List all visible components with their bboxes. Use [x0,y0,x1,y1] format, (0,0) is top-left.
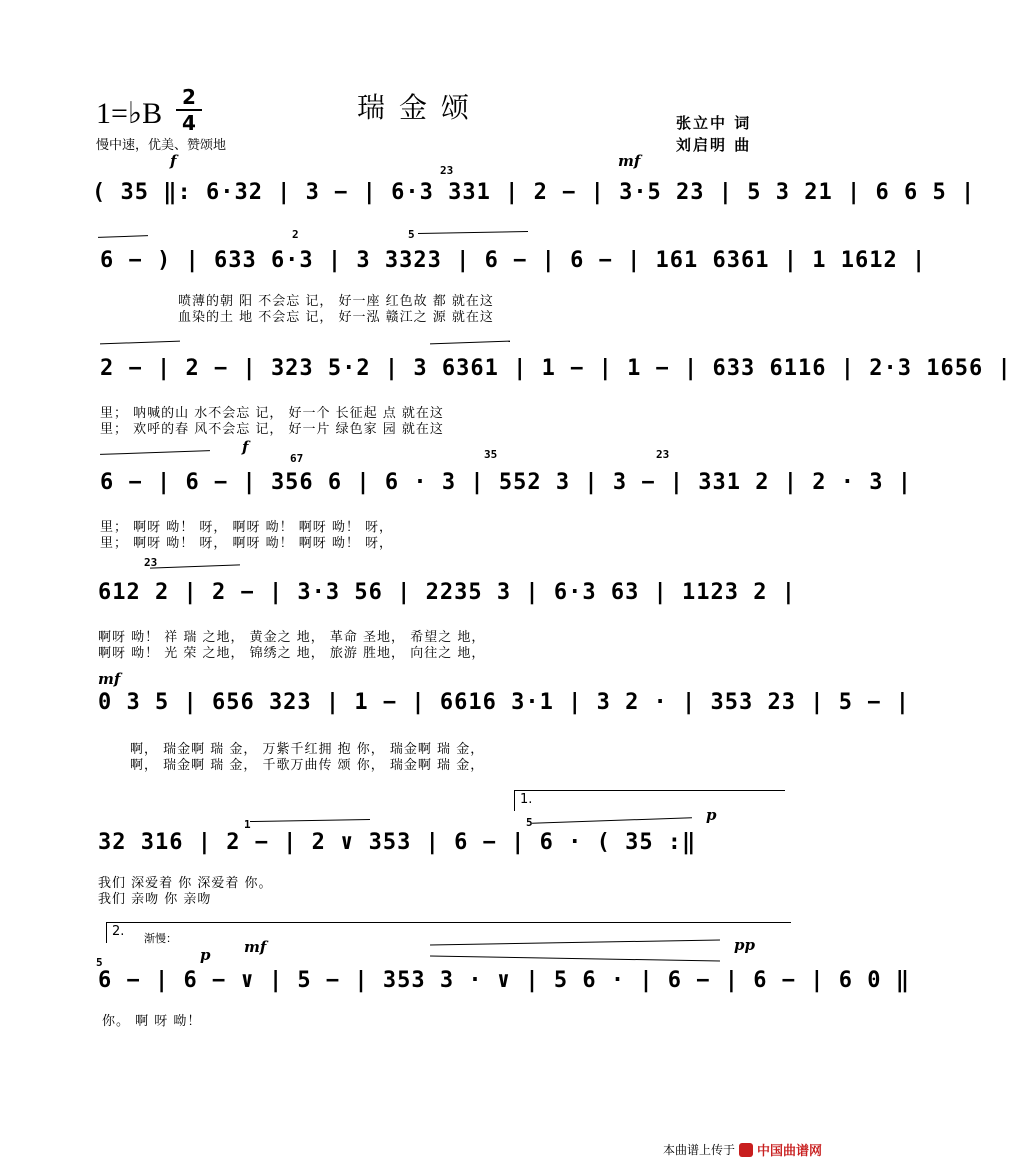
lyrics-line-6-verse-2: 啊， 瑞金啊 瑞 金， 千歌万曲传 颂 你， 瑞金啊 瑞 金， [130,758,485,773]
lyrics-line-2-verse-1: 喷薄的朝 阳 不会忘 记， 好一座 红色故 都 就在这 [178,294,494,309]
grace-note: 23 [656,448,670,461]
lyrics-line-3-verse-1: 里； 呐喊的山 水不会忘 记， 好一个 长征起 点 就在这 [100,406,444,421]
grace-note: 2 [292,228,299,241]
grace-note: 5 [96,956,103,969]
grace-note: 5 [408,228,415,241]
grace-note: 35 [484,448,498,461]
dynamic-p: p [200,946,211,964]
dynamic-p: p [706,806,717,824]
footer [663,1140,822,1159]
composer-credit: 刘启明 曲 [676,136,752,154]
lyrics-line-4-verse-1: 里； 啊呀 呦！ 呀， 啊呀 呦！ 啊呀 呦！ 呀， [100,520,394,535]
grace-note: 23 [144,556,158,569]
time-signature [176,86,202,134]
lyrics-line-6-verse-1: 啊， 瑞金啊 瑞 金， 万紫千红拥 抱 你， 瑞金啊 瑞 金， [130,742,485,757]
dynamic-f: f [242,438,249,456]
dynamic-pp: pp [734,936,755,954]
lyrics-line-2-verse-2: 血染的土 地 不会忘 记， 好一泓 赣江之 源 就在这 [178,310,494,325]
ritardando-label: 渐慢： [144,932,177,945]
grace-note: 5 [526,816,533,829]
notation-line-3: 2 − | 2 − | 323 5·2 | 3 6361 | 1 − | 1 − | 633 6116 | 2·3 1656 | [100,356,1012,381]
tempo-marking: 慢中速，优美、赞颂地 [96,138,227,153]
lyrics-line-8-verse-1: 你。 啊 呀 呦！ [102,1014,202,1029]
notation-line-1: ( 35 ‖: 6·32 | 3 − | 6·3 331 | 2 − | 3·5 23 | 5 3 21 | 6 6 5 | [92,180,976,205]
notation-line-8: 6 − | 6 − ∨ | 5 − | 353 3 · ∨ | 5 6 · | 6 − | 6 − | 6 0 ‖ [98,968,910,993]
dynamic-mf: mf [618,152,641,170]
first-ending-bracket [514,790,785,811]
dynamic-f: f [170,152,177,170]
notation-line-5: 612 2 | 2 − | 3·3 56 | 2235 3 | 6·3 63 | 1123 2 | [98,580,797,605]
footer-text: 本曲谱上传于 [662,1143,735,1157]
lyrics-line-4-verse-2: 里； 啊呀 呦！ 呀， 啊呀 呦！ 啊呀 呦！ 呀， [100,536,394,551]
lyrics-line-7-verse-1: 我们 深爱着 你 深爱着 你。 [98,876,273,891]
notation-line-2: 6 − ) | 633 6·3 | 3 3323 | 6 − | 6 − | 161 6361 | 1 1612 | [100,248,927,273]
time-bottom: 4 [182,111,196,135]
volta-2-label: 2. [112,924,125,939]
volta-1-label: 1. [520,792,533,807]
lyricist-credit: 张立中 词 [676,114,752,132]
notation-line-7: 32 316 | 2 − | 2 ∨ 353 | 6 − | 6 · ( 35 :‖ [98,830,697,855]
dynamic-mf: mf [98,670,121,688]
lyrics-line-7-verse-2: 我们 亲吻 你 亲吻 [98,892,212,907]
grace-note: 67 [290,452,304,465]
lyrics-line-3-verse-2: 里； 欢呼的春 风不会忘 记， 好一片 绿色家 园 就在这 [100,422,444,437]
song-title: 瑞金颂 [356,91,483,124]
time-top: 2 [182,85,196,109]
dynamic-mf: mf [244,938,267,956]
notation-line-6: 0 3 5 | 656 323 | 1 − | 6616 3·1 | 3 2 · | 353 23 | 5 − | [98,690,910,715]
key-signature: 1=♭B [96,97,163,130]
notation-line-4: 6 − | 6 − | 356 6 | 6 · 3 | 552 3 | 3 − | 331 2 | 2 · 3 | [100,470,912,495]
grace-note: 23 [440,164,454,177]
lyrics-line-5-verse-2: 啊呀 呦！ 光 荣 之地， 锦绣之 地， 旅游 胜地， 向往之 地， [98,646,486,661]
site-logo-icon [739,1143,753,1157]
grace-note: 1 [244,818,251,831]
lyrics-line-5-verse-1: 啊呀 呦！ 祥 瑞 之地， 黄金之 地， 革命 圣地， 希望之 地， [98,630,486,645]
footer-site-name: 中国曲谱网 [756,1144,822,1159]
